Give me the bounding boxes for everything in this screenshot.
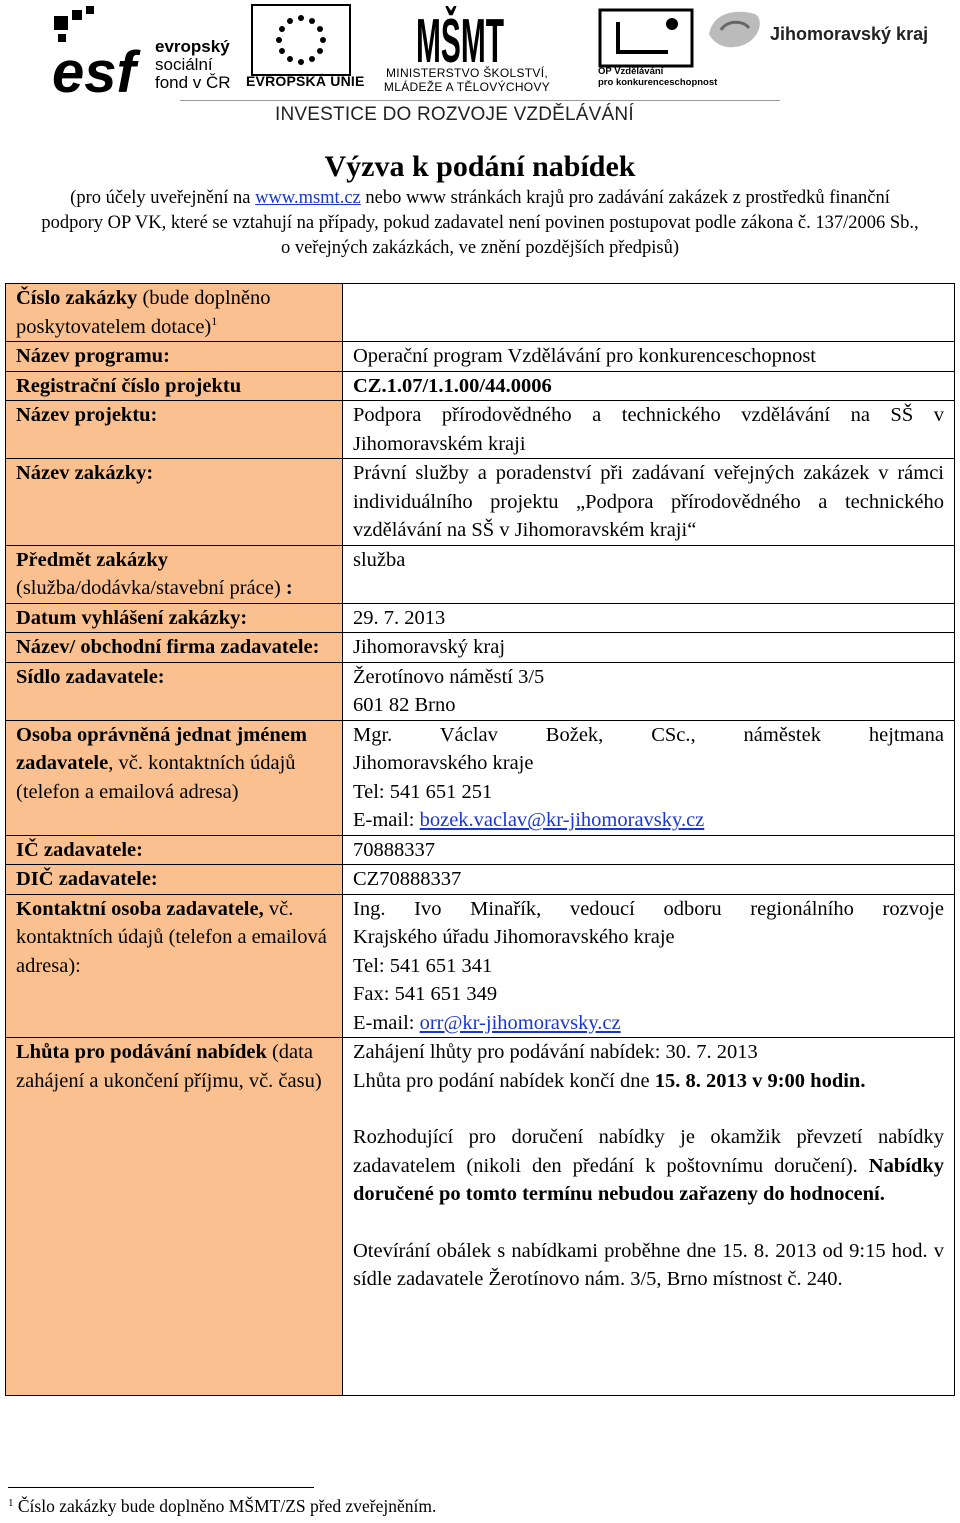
kontakt-label: Kontaktní osoba zadavatele, vč. kontaktních údajů (telefon a emailová adresa): [6,894,343,1038]
zakazka-label: Název zakázky: [6,459,343,546]
eu-flag-icon [251,4,351,76]
table-row [6,545,955,603]
sidlo-label: Sídlo zadavatele: [6,662,343,720]
page-subtitle: (pro účely uveřejnění na www.msmt.cz nebo www stránkách krajů pro zadávání zakázek z prostředků finanční podpory OP VK, které se vztahují na případy, pokud zadavatel není povinen postupovat podle zákona č. 137/2006 Sb., o veřejných zakázkách, ve znění pozdějších předpisů) [41,188,919,258]
datum-value: 29. 7. 2013 [343,603,955,633]
registration-label: Registrační číslo projektu [6,371,343,401]
dic-label: DIČ zadavatele: [6,865,343,895]
program-value: Operační program Vzdělávání pro konkurenceschopnost [343,342,955,372]
logo-divider [180,100,780,101]
eu-logo-text: EVROPSKÁ UNIE [246,73,365,89]
opvk-logo-text: OP Vzdělávání pro konkurenceschopnost [598,66,718,88]
zakazka-value: Právní služby a poradenství při zadávaní veřejných zakázek v rámci individuálního projektu „Podpora přírodovědného a technického vzdělávání na SŠ v Jihomoravském kraji“ [343,459,955,546]
lhuta-value: Zahájení lhůty pro podávání nabídek: 30. 7. 2013 Lhůta pro podání nabídek končí dne 15. 8. 2013 v 9:00 hodin. Rozhodující pro doručení nabídky je okamžik převzetí nabídky zadavatelem (nikoli den předání k poštovnímu doručení). Nabídky doručené po tomto termínu nebudou zařazeny do hodnocení. Otevírání obálek s nabídkami proběhne dne 15. 8. 2013 od 9:15 hod. v sídle zadavatele Žerotínovo nám. 3/5, Brno místnost č. 240. [343,1038,955,1396]
program-label: Název programu: [6,342,343,372]
logo-bar [0,0,960,140]
table-row [6,865,955,895]
datum-label: Datum vyhlášení zakázky: [6,603,343,633]
table-row [6,633,955,663]
table-row [6,662,955,720]
esf-logo-icon [50,6,142,94]
cislo-zakazky-value [343,284,955,342]
table-row [6,835,955,865]
esf-logo-text: evropský sociální fond v ČR [155,37,231,92]
footnote: $^1$ Číslo zakázky bude doplněno MŠMT/ZS před zveřejněním. [8,1496,437,1516]
dic-value: CZ70888337 [343,865,955,895]
osoba-label: Osoba oprávněná jednat jménem zadavatele, vč. kontaktních údajů (telefon a emailová adresa) [6,720,343,835]
firma-value: Jihomoravský kraj [343,633,955,663]
osoba-email-link[interactable]: bozek.vaclav@kr-jihomoravsky.cz [419,809,705,831]
table-row [6,1038,955,1396]
table-row [6,284,955,342]
ic-label: IČ zadavatele: [6,835,343,865]
osoba-value: Mgr. Václav Božek, CSc., náměstek hejtmana Jihomoravského kraje Tel: 541 651 251 E-mail: bozek.vaclav@kr-jihomoravsky.cz [343,720,955,835]
table-row [6,371,955,401]
tender-info-table [5,283,955,1396]
footnote-divider [8,1487,314,1488]
investice-tagline: INVESTICE DO ROZVOJE VZDĚLÁVÁNÍ [275,104,634,125]
registration-value: CZ.1.07/1.1.00/44.0006 [343,371,955,401]
cislo-zakazky-label: Číslo zakázky (bude doplněno poskytovatelem dotace)$^1$ [6,284,343,342]
opvk-logo-icon [598,8,694,70]
svg-text:esf: esf [52,40,136,94]
svg-text:MŠMT: MŠMT [416,7,505,66]
msmt-logo-text: MINISTERSTVO ŠKOLSTVÍ, MLÁDEŽE A TĚLOVÝCHOVY [383,66,551,94]
project-value: Podpora přírodovědného a technického vzdělávání na SŠ v Jihomoravském kraji [343,401,955,459]
sidlo-value: Žerotínovo náměstí 3/5 601 82 Brno [343,662,955,720]
firma-label: Název/ obchodní firma zadavatele: [6,633,343,663]
table-row [6,720,955,835]
predmet-value: služba [343,545,955,603]
ic-value: 70888337 [343,835,955,865]
predmet-label: Předmět zakázky (služba/dodávka/stavební práce) : [6,545,343,603]
lhuta-label: Lhůta pro podávání nabídek (data zahájení a ukončení příjmu, vč. času) [6,1038,343,1396]
table-row [6,342,955,372]
kontakt-email-link[interactable]: orr@kr-jihomoravsky.cz [419,1011,621,1034]
jmk-logo-text: Jihomoravský kraj [770,24,929,44]
table-row [6,401,955,459]
msmt-link[interactable]: www.msmt.cz [255,188,361,208]
jmk-logo-icon [703,4,765,60]
msmt-logo-icon [416,2,506,66]
table-row [6,603,955,633]
table-row [6,894,955,1038]
table-row [6,459,955,546]
page-title: Výzva k podání nabídek [324,150,636,183]
project-label: Název projektu: [6,401,343,459]
kontakt-value: Ing. Ivo Minařík, vedoucí odboru regionálního rozvoje Krajského úřadu Jihomoravského kraje Tel: 541 651 341 Fax: 541 651 349 E-mail: orr@kr-jihomoravsky.cz [343,894,955,1038]
